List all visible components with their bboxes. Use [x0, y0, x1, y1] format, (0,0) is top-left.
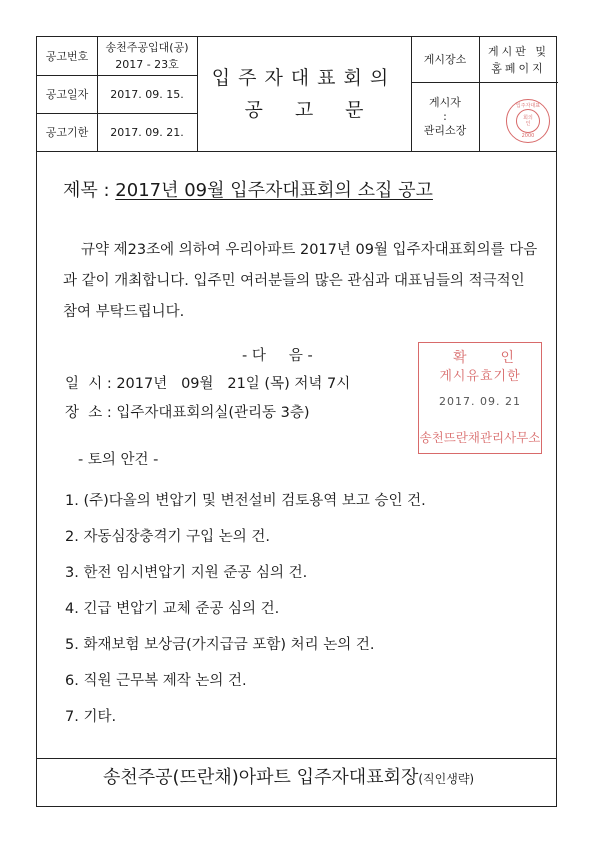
posting-confirm-stamp: [418, 342, 549, 454]
schedule-time: 일 시 : 2017년 09월 21일 (목) 저녁 7시: [65, 376, 351, 392]
seal-ring-bottom: 2000: [521, 133, 535, 139]
confirm-stamp-subtitle: 게시유효기한: [439, 369, 521, 384]
subject-prefix: 제목 :: [63, 180, 116, 201]
posting-place-value: 게시판 및 홈페이지: [487, 44, 549, 75]
confirm-stamp-date: 2017. 09. 21: [439, 395, 521, 408]
footer-signature: [103, 763, 474, 789]
poster-label: 게시자 : 관리소장: [423, 95, 467, 137]
footer-text: 송천주공(뜨란채)아파트 입주자대표회장: [103, 767, 419, 788]
notice-period-label: 공고기한: [45, 125, 89, 139]
notice-no-label: 공고번호: [45, 49, 89, 63]
header-title-line2: 공고문: [244, 99, 396, 121]
header-title-line1: 입주자대표회의: [211, 67, 397, 89]
confirm-stamp-title: 확인: [453, 350, 549, 366]
association-seal: [506, 99, 550, 143]
notice-no-value: 송천주공입대(공) 2017 - 23호: [105, 41, 189, 71]
agenda-item: 1. (주)다올의 변압기 및 변전설비 검토용역 보고 승인 건.: [65, 493, 426, 509]
seal-ring-top: 입주자대표: [515, 103, 541, 109]
agenda-item: 3. 한전 임시변압기 지원 준공 심의 건.: [65, 565, 308, 581]
subject-text: 2017년 09월 입주자대표회의 소집 공고: [115, 180, 433, 201]
agenda-item: 4. 긴급 변압기 교체 준공 심의 건.: [65, 601, 280, 617]
subject-line: [63, 176, 433, 202]
notice-date-label: 공고일자: [45, 87, 89, 101]
agenda-item: 6. 직원 근무복 제작 논의 건.: [65, 673, 247, 689]
notice-date-value: 2017. 09. 15.: [110, 87, 184, 101]
footer-note: (직인생략): [418, 772, 475, 786]
agenda-item: 5. 화재보험 보상금(가지급금 포함) 처리 논의 건.: [65, 637, 375, 653]
body-paragraph-text: 규약 제23조에 의하여 우리아파트 2017년 09월 입주자대표회의를 다음과 같이 개최합니다. 입주민 여러분들의 많은 관심과 대표님들의 적극적인 참여 부탁드립니다.: [63, 242, 538, 320]
header-title-block: [197, 37, 411, 151]
posting-place-label: 게시장소: [423, 53, 467, 66]
footer-divider: [37, 758, 556, 759]
schedule-place: 장 소 : 입주자대표회의실(관리동 3층): [65, 405, 310, 421]
seal-center: 회의 인: [516, 109, 540, 133]
agenda-item: 7. 기타.: [65, 709, 117, 725]
next-heading: - 다 음 -: [242, 348, 313, 364]
header-table: [37, 37, 556, 152]
agenda-item: 2. 자동심장충격기 구입 논의 건.: [65, 529, 270, 545]
body-paragraph: [63, 235, 543, 328]
confirm-stamp-office: 송천뜨란채관리사무소: [419, 430, 541, 445]
agenda-heading: - 토의 안건 -: [78, 452, 159, 468]
notice-period-value: 2017. 09. 21.: [110, 125, 184, 139]
